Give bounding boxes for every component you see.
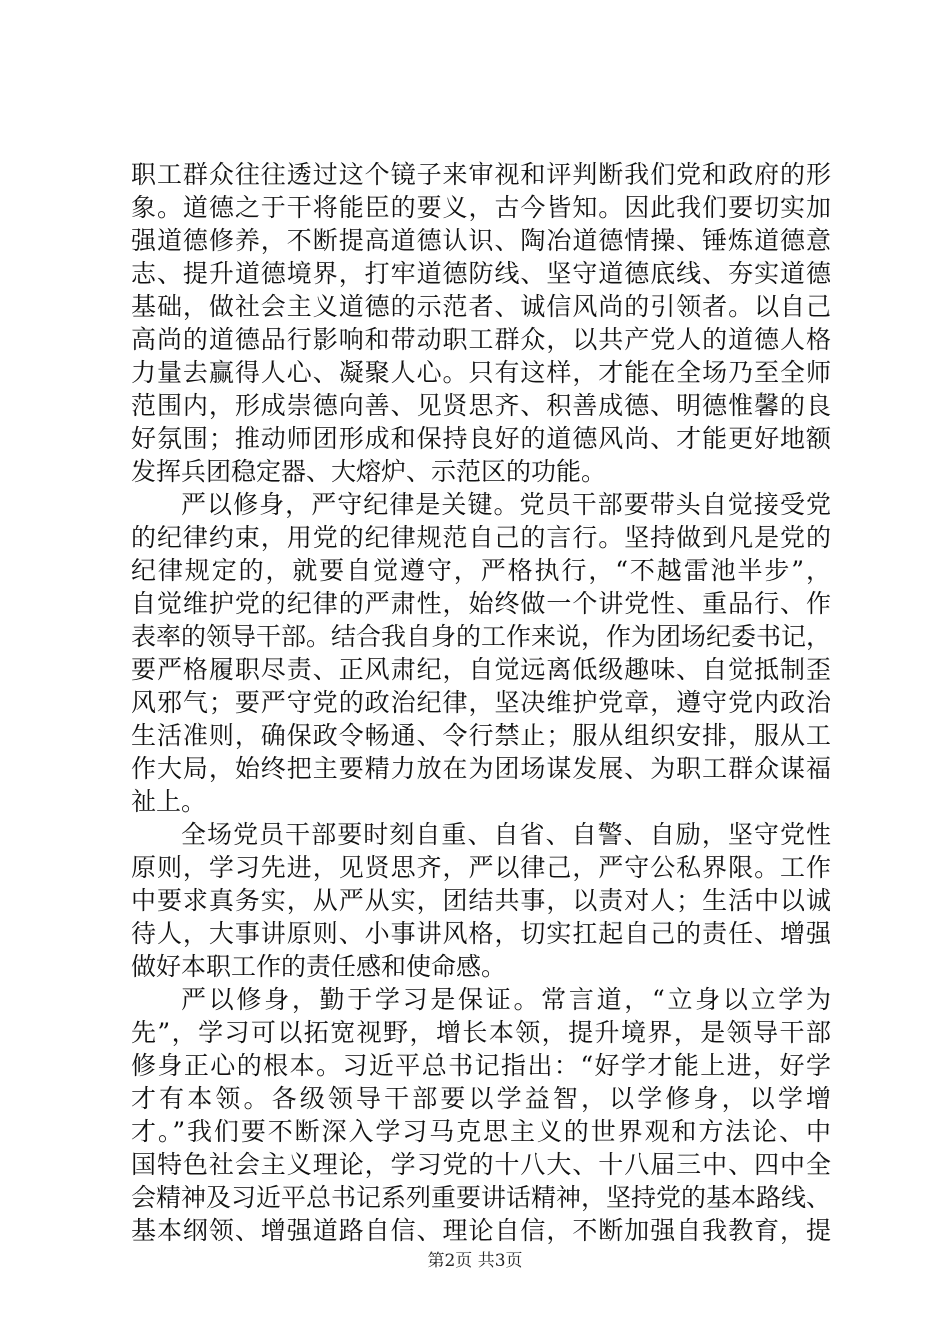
text-line: 先”，学习可以拓宽视野，增长本领，提升境界，是领导干部 <box>131 1018 831 1047</box>
text-line: 强道德修养，不断提高道德认识、陶冶道德情操、锤炼道德意 <box>131 226 831 255</box>
text-line: 修身正心的根本。习近平总书记指出：“好学才能上进，好学 <box>131 1051 831 1080</box>
text-line: 范围内，形成崇德向善、见贤思齐、积善成德、明德惟馨的良 <box>131 391 831 420</box>
text-line: 国特色社会主义理论，学习党的十八大、十八届三中、四中全 <box>131 1150 831 1179</box>
text-line: 基本纲领、增强道路自信、理论自信，不断加强自我教育，提 <box>131 1216 831 1245</box>
text-line: 待人，大事讲原则、小事讲风格，切实扛起自己的责任、增强 <box>131 919 831 948</box>
text-line: 的纪律约束，用党的纪律规范自己的言行。坚持做到凡是党的 <box>131 523 831 552</box>
text-line: 原则，学习先进，见贤思齐，严以律己，严守公私界限。工作 <box>131 853 831 882</box>
text-line: 自觉维护党的纪律的严肃性，始终做一个讲党性、重品行、作 <box>131 589 831 618</box>
text-line: 才有本领。各级领导干部要以学益智，以学修身，以学增 <box>131 1084 831 1113</box>
text-line: 中要求真务实，从严从实，团结共事，以责对人；生活中以诚 <box>131 886 831 915</box>
text-line: 生活准则，确保政令畅通、令行禁止；服从组织安排，服从工 <box>131 721 831 750</box>
text-line: 会精神及习近平总书记系列重要讲话精神，坚持党的基本路线、 <box>131 1183 831 1212</box>
text-line: 发挥兵团稳定器、大熔炉、示范区的功能。 <box>131 457 607 486</box>
text-line: 严以修身，严守纪律是关键。党员干部要带头自觉接受党 <box>181 490 831 519</box>
text-line: 纪律规定的，就要自觉遵守，严格执行，“不越雷池半步”， <box>131 556 831 585</box>
text-line: 严以修身，勤于学习是保证。常言道，“立身以立学为 <box>181 985 831 1014</box>
text-line: 象。道德之于干将能臣的要义，古今皆知。因此我们要切实加 <box>131 193 831 222</box>
text-line: 作大局，始终把主要精力放在为团场谋发展、为职工群众谋福 <box>131 754 831 783</box>
page-number-footer: 第2页 共3页 <box>427 1251 523 1271</box>
document-body <box>131 158 831 1247</box>
text-line: 力量去赢得人心、凝聚人心。只有这样，才能在全场乃至全师 <box>131 358 831 387</box>
text-line: 高尚的道德品行影响和带动职工群众，以共产党人的道德人格 <box>131 325 831 354</box>
text-line: 好氛围；推动师团形成和保持良好的道德风尚、才能更好地额 <box>131 424 831 453</box>
text-line: 祉上。 <box>131 787 207 816</box>
text-line: 要严格履职尽责、正风肃纪，自觉远离低级趣味、自觉抵制歪 <box>131 655 831 684</box>
text-line: 职工群众往往透过这个镜子来审视和评判断我们党和政府的形 <box>131 160 831 189</box>
text-line: 志、提升道德境界，打牢道德防线、坚守道德底线、夯实道德 <box>131 259 831 288</box>
text-line: 基础，做社会主义道德的示范者、诚信风尚的引领者。以自己 <box>131 292 831 321</box>
text-line: 表率的领导干部。结合我自身的工作来说，作为团场纪委书记， <box>131 622 831 651</box>
text-line: 才。”我们要不断深入学习马克思主义的世界观和方法论、中 <box>131 1117 831 1146</box>
text-line: 做好本职工作的责任感和使命感。 <box>131 952 507 981</box>
text-line: 风邪气；要严守党的政治纪律，坚决维护党章，遵守党内政治 <box>131 688 831 717</box>
text-line: 全场党员干部要时刻自重、自省、自警、自励，坚守党性 <box>181 820 831 849</box>
